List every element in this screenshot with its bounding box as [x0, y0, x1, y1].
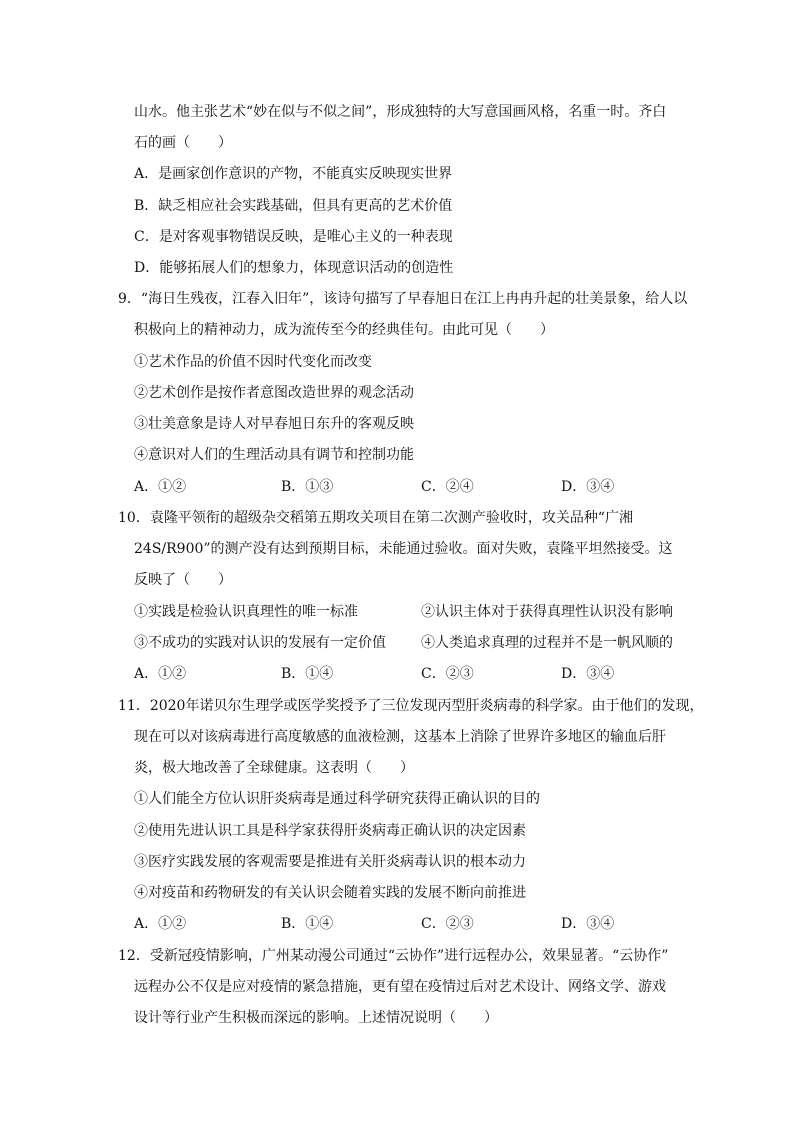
q8-option-a: A．是画家创作意识的产物，不能真实反映现实世界 — [134, 166, 453, 182]
q11-item-4: ④对疫苗和药物研发的有关认识会随着实践的发展不断向前推进 — [134, 885, 526, 901]
q11-choice-d: D．③④ — [561, 916, 615, 932]
q9-stem-line-1: 9．“海日生残夜，江春入旧年”，该诗句描写了早春旭日在江上冉冉升起的壮美景象，给人以 — [118, 291, 688, 307]
q11-choice-b: B．①④ — [281, 916, 334, 932]
q9-item-1: ①艺术作品的价值不因时代变化而改变 — [134, 354, 372, 370]
q9-choice-b: B．①③ — [281, 479, 334, 495]
q9-stem-line-2: 积极向上的精神动力，成为流传至今的经典佳句。由此可见（ ） — [134, 322, 554, 338]
q9-item-4: ④意识对人们的生理活动具有调节和控制功能 — [134, 447, 414, 463]
q12-stem-line-2: 远程办公不仅是应对疫情的紧急措施，更有望在疫情过后对艺术设计、网络文学、游戏 — [134, 979, 666, 995]
q10-choice-a: A．①② — [134, 666, 187, 682]
q11-choice-a: A．①② — [134, 916, 187, 932]
q12-stem-line-1: 12．受新冠疫情影响，广州某动漫公司通过“云协作”进行远程办公，效果显著。“云协作” — [118, 948, 669, 964]
q9-item-3: ③壮美意象是诗人对早春旭日东升的客观反映 — [134, 416, 414, 432]
q8-option-d: D．能够拓展人们的想象力，体现意识活动的创造性 — [134, 260, 454, 276]
q11-item-2: ②使用先进认识工具是科学家获得肝炎病毒正确认识的决定因素 — [134, 823, 526, 839]
q11-stem-line-2: 现在可以对该病毒进行高度敏感的血液检测，这基本上消除了世界许多地区的输血后肝 — [134, 729, 666, 745]
q12-stem-line-3: 设计等行业产生积极而深远的影响。上述情况说明（ ） — [134, 1010, 498, 1026]
q10-item-2: ②认识主体对于获得真理性认识没有影响 — [421, 604, 673, 620]
q9-choice-d: D．③④ — [561, 479, 615, 495]
q10-choice-b: B．①④ — [281, 666, 334, 682]
q10-item-3: ③不成功的实践对认识的发展有一定价值 — [134, 635, 386, 651]
q8-stem-line-2: 石的画（ ） — [134, 135, 232, 151]
q9-choice-a: A．①② — [134, 479, 187, 495]
q8-option-c: C．是对客观事物错误反映，是唯心主义的一种表现 — [134, 229, 453, 245]
q8-option-b: B．缺乏相应社会实践基础，但具有更高的艺术价值 — [134, 198, 453, 214]
q9-item-2: ②艺术创作是按作者意图改造世界的观念活动 — [134, 385, 414, 401]
q10-stem-line-2: 24S/R900”的测产没有达到预期目标，未能通过验收。面对失败，袁隆平坦然接受。这 — [134, 541, 673, 557]
q11-stem-line-3: 炎，极大地改善了全球健康。这表明（ ） — [134, 760, 414, 776]
q10-stem-line-3: 反映了（ ） — [134, 572, 232, 588]
q10-stem-line-1: 10．袁隆平领衔的超级杂交稻第五期攻关项目在第二次测产验收时，攻关品种“广湘 — [118, 510, 633, 526]
q8-stem-line-1: 山水。他主张艺术“妙在似与不似之间”，形成独特的大写意国画风格，名重一时。齐白 — [134, 104, 667, 120]
q11-choice-c: C．②③ — [421, 916, 474, 932]
q10-choice-c: C．②③ — [421, 666, 474, 682]
q9-choice-c: C．②④ — [421, 479, 474, 495]
q11-item-1: ①人们能全方位认识肝炎病毒是通过科学研究获得正确认识的目的 — [134, 791, 540, 807]
q10-choice-d: D．③④ — [561, 666, 615, 682]
q11-stem-line-1: 11．2020年诺贝尔生理学或医学奖授予了三位发现丙型肝炎病毒的科学家。由于他们的发现， — [118, 698, 704, 714]
q10-item-4: ④人类追求真理的过程并不是一帆风顺的 — [421, 635, 673, 651]
q11-item-3: ③医疗实践发展的客观需要是推进有关肝炎病毒认识的根本动力 — [134, 854, 526, 870]
q10-item-1: ①实践是检验认识真理性的唯一标准 — [134, 604, 358, 620]
